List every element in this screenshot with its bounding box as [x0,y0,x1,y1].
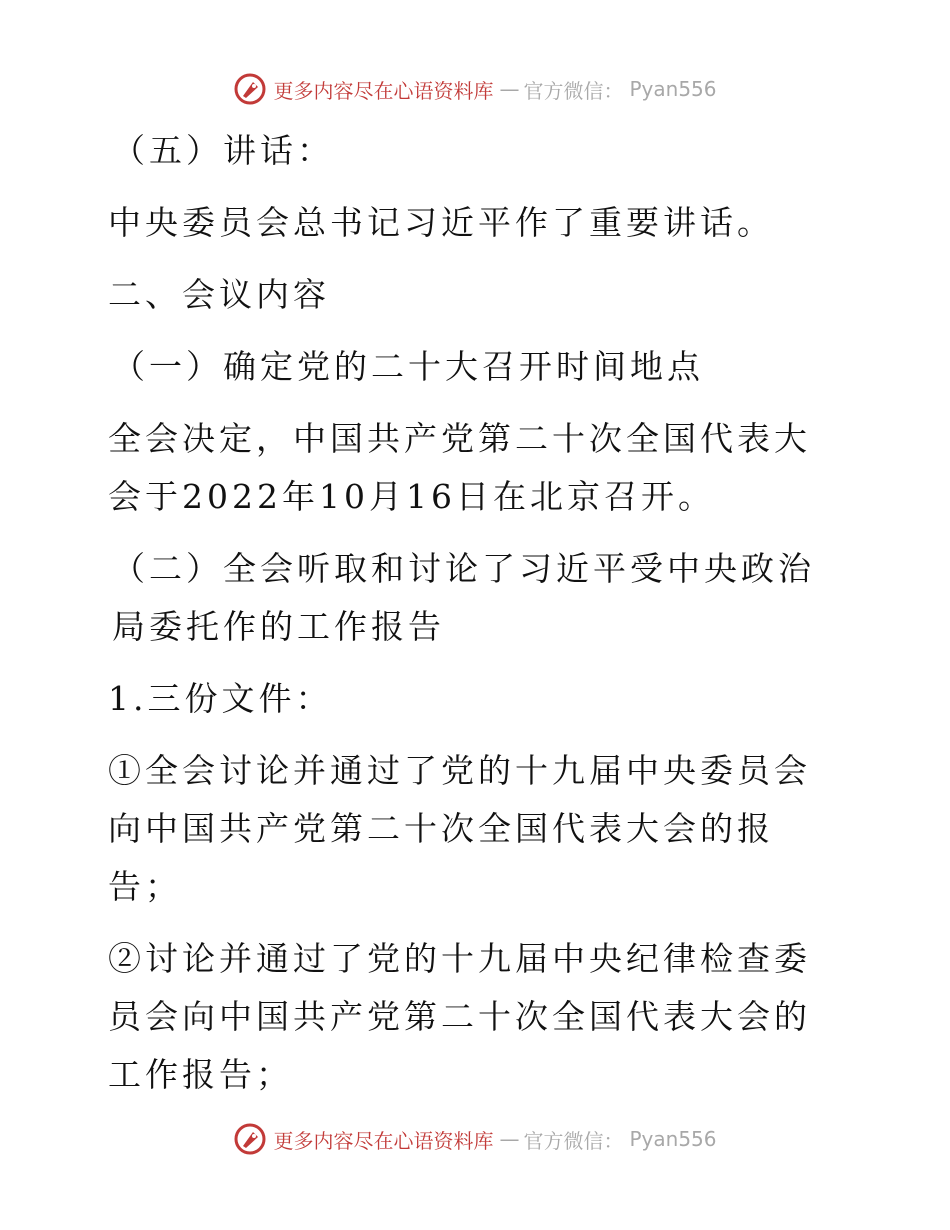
watermark-brand: 更多内容尽在心语资料库 [273,1128,494,1153]
watermark-header [0,72,950,106]
watermark-footer [0,1122,950,1156]
list-heading-documents: 1.三份文件： [108,679,333,718]
watermark-dash: — [499,1127,518,1151]
watermark-contact-label: 官方微信： [523,1128,624,1153]
list-item-document-2: ②讨论并通过了党的十九届中央纪律检查委员会向中国共产党第二十次全国代表大会的工作报告； [108,939,811,1094]
pen-nib-logo-icon [233,72,267,106]
document-body [98,122,838,1118]
subsection-heading-report: （二）全会听取和讨论了习近平受中央政治局委托作的工作报告 [112,549,815,646]
paragraph-speech: 中央委员会总书记习近平作了重要讲话。 [108,203,774,242]
subsection-heading-time-place: （一）确定党的二十大召开时间地点 [112,347,704,386]
list-item-document-1: ①全会讨论并通过了党的十九届中央委员会向中国共产党第二十次全国代表大会的报告； [108,751,811,906]
watermark-dash: — [499,77,518,101]
pen-nib-logo-icon [233,1122,267,1156]
watermark-contact-id: Pyan556 [629,1127,717,1151]
section-heading-content: 二、会议内容 [108,275,330,314]
watermark-contact-label: 官方微信： [523,78,624,103]
watermark-contact-id: Pyan556 [629,77,717,101]
section-heading-speech: （五）讲话： [112,131,334,170]
watermark-brand: 更多内容尽在心语资料库 [273,78,494,103]
paragraph-decision: 全会决定，中国共产党第二十次全国代表大会于2022年10月16日在北京召开。 [108,419,811,516]
